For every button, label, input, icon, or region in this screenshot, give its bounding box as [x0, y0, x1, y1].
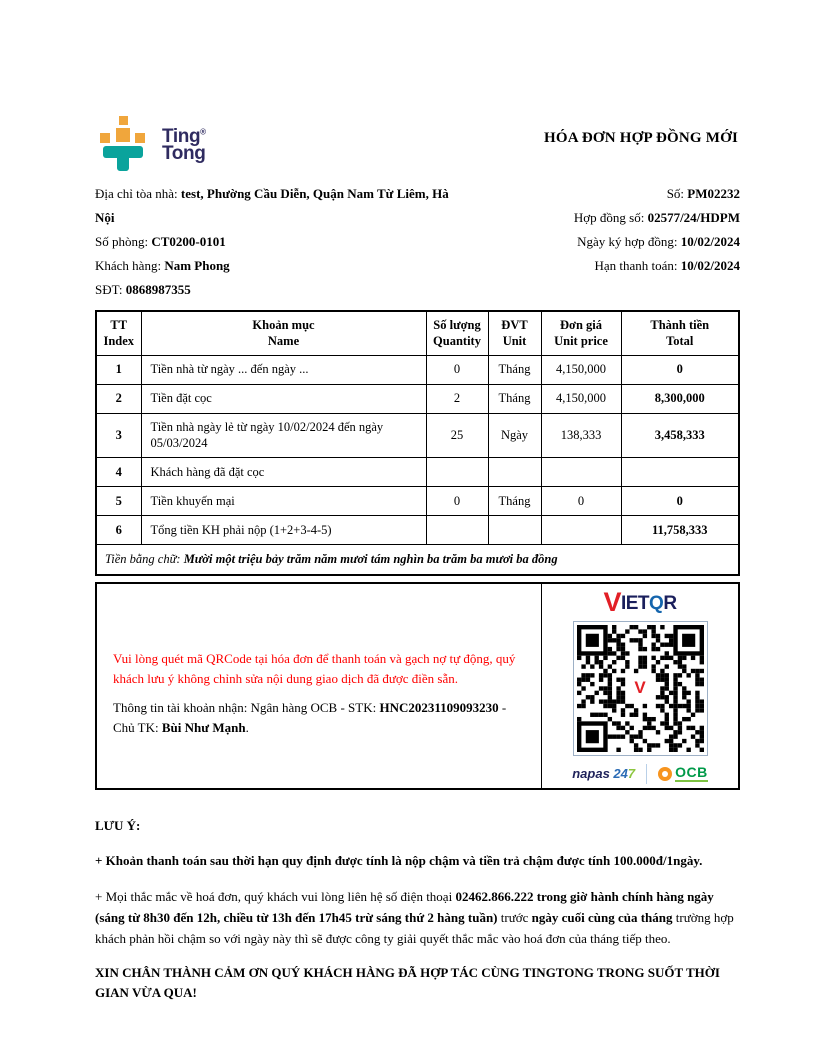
payment-instructions	[97, 584, 542, 788]
ocb-text: OCB	[675, 764, 708, 781]
customer-phone: SĐT: 0868987355	[95, 282, 191, 297]
col-quantity: Số lượng Quantity	[426, 311, 488, 355]
notes-section	[95, 818, 740, 1004]
table-row	[96, 413, 739, 458]
vietqr-iet: IET	[620, 592, 650, 614]
payment-qr-box	[95, 582, 740, 790]
room-number: Số phòng: CT0200-0101	[95, 234, 226, 249]
logo-divider	[646, 764, 647, 784]
row-qty: 0	[426, 487, 488, 516]
customer-info	[95, 182, 467, 302]
row-price	[541, 458, 621, 487]
col-name: Khoản mục Name	[141, 311, 426, 355]
row-name: Tiền khuyến mại	[141, 487, 426, 516]
row-price: 138,333	[541, 413, 621, 458]
table-row-total	[96, 516, 739, 545]
amount-in-words	[96, 545, 739, 576]
building-address: Địa chỉ tòa nhà: test, Phường Cầu Diễn, Quận Nam Từ Liêm, Hà Nội	[95, 186, 449, 225]
row-unit: Tháng	[488, 384, 541, 413]
napas-logo: napas 247	[572, 766, 636, 782]
payment-due-date: Hạn thanh toán: 10/02/2024	[594, 258, 740, 273]
contract-number: Hợp đồng số: 02577/24/HDPM	[573, 210, 740, 225]
invoice-meta	[574, 182, 740, 302]
table-row	[96, 355, 739, 384]
row-index: 4	[96, 458, 141, 487]
vietqr-badge-icon: V	[628, 676, 652, 700]
row-qty: 2	[426, 384, 488, 413]
tingtong-logo	[95, 116, 206, 174]
row-unit	[488, 458, 541, 487]
vietqr-r: R	[663, 592, 677, 614]
table-row	[96, 384, 739, 413]
row-unit: Ngày	[488, 413, 541, 458]
row-index: 6	[96, 516, 141, 545]
row-name: Tiền nhà từ ngày ... đến ngày ...	[141, 355, 426, 384]
row-unit	[488, 516, 541, 545]
registered-mark: ®	[200, 127, 206, 137]
row-qty: 25	[426, 413, 488, 458]
vietqr-q: Q	[649, 592, 664, 614]
logo-line1: Ting	[162, 125, 201, 147]
row-price: 0	[541, 487, 621, 516]
qr-code-panel	[542, 584, 738, 788]
row-qty	[426, 458, 488, 487]
row-qty: 0	[426, 355, 488, 384]
row-unit: Tháng	[488, 355, 541, 384]
invoice-table	[95, 310, 740, 576]
qr-warning-text: Vui lòng quét mã QRCode tại hóa đơn để thanh toán và gạch nợ tự động, quý khách lưu ý không chỉnh sửa nội dung giao dịch đã được điền sẵn.	[113, 651, 516, 686]
row-unit: Tháng	[488, 487, 541, 516]
qr-code	[573, 621, 708, 756]
row-name: Tiền đặt cọc	[141, 384, 426, 413]
row-name: Khách hàng đã đặt cọc	[141, 458, 426, 487]
account-number: HNC20231109093230	[379, 700, 499, 716]
row-name: Tổng tiền KH phải nộp (1+2+3-4-5)	[141, 516, 426, 545]
col-unit: ĐVT Unit	[488, 311, 541, 355]
row-index: 3	[96, 413, 141, 458]
contract-sign-date: Ngày ký hợp đồng: 10/02/2024	[577, 234, 740, 249]
vietqr-logo	[603, 586, 677, 617]
ocb-circle-icon	[658, 767, 672, 781]
row-total: 8,300,000	[621, 384, 739, 413]
row-price: 4,150,000	[541, 355, 621, 384]
row-total	[621, 458, 739, 487]
amount-in-words-value: Mười một triệu bảy trăm năm mươi tám nghìn ba trăm ba mươi ba đồng	[183, 552, 558, 567]
header	[95, 116, 740, 174]
table-header-row	[96, 311, 739, 355]
account-suffix: .	[245, 719, 249, 735]
row-total: 11,758,333	[621, 516, 739, 545]
row-price: 4,150,000	[541, 384, 621, 413]
row-index: 5	[96, 487, 141, 516]
row-total: 0	[621, 487, 739, 516]
notes-heading: LƯU Ý:	[95, 818, 141, 834]
row-index: 1	[96, 355, 141, 384]
amount-in-words-label: Tiền bằng chữ:	[105, 552, 184, 567]
invoice-title: HÓA ĐƠN HỢP ĐỒNG MỚI	[543, 130, 738, 146]
thank-you-message: XIN CHÂN THÀNH CẢM ƠN QUÝ KHÁCH HÀNG ĐÃ HỢP TÁC CÙNG TINGTONG TRONG SUỐT THỜI GIAN VỪA QUA!	[95, 964, 720, 1001]
tingtong-logo-icon	[95, 116, 153, 174]
row-index: 2	[96, 384, 141, 413]
contact-note: + Mọi thắc mắc về hoá đơn, quý khách vui lòng liên hệ số điện thoại 02462.866.222 trong giờ hành chính hàng ngày (sáng từ 8h30 đến 12h, chiều từ 13h đến 17h45 trừ sáng thứ 2 hàng tuần) trước ngày cuối cùng của tháng trường hợp khách phản hồi chậm so với ngày này thì sẽ được công ty giải quyết thắc mắc vào hoá đơn của tháng tiếp theo.	[95, 889, 734, 947]
payment-network-logos	[572, 764, 708, 784]
logo-line2: Tong	[162, 143, 206, 164]
account-info	[113, 698, 525, 737]
col-unit-price: Đơn giá Unit price	[541, 311, 621, 355]
row-price	[541, 516, 621, 545]
account-prefix: Thông tin tài khoản nhận: Ngân hàng OCB - STK:	[113, 700, 380, 716]
col-index: TT Index	[96, 311, 141, 355]
invoice-number: Số: PM02232	[666, 186, 740, 201]
table-row	[96, 487, 739, 516]
invoice-content	[95, 116, 740, 1004]
info-section	[95, 182, 740, 302]
amount-in-words-row	[96, 545, 739, 576]
customer-name: Khách hàng: Nam Phong	[95, 258, 230, 273]
vietqr-v: V	[603, 586, 621, 617]
ocb-logo	[658, 765, 708, 782]
table-row	[96, 458, 739, 487]
account-mid: - Chủ TK:	[113, 700, 507, 735]
late-payment-note: + Khoản thanh toán sau thời hạn quy định được tính là nộp chậm và tiền trả chậm được tính 100.000đ/1ngày.	[95, 853, 703, 869]
row-total: 0	[621, 355, 739, 384]
row-total: 3,458,333	[621, 413, 739, 458]
col-total: Thành tiền Total	[621, 311, 739, 355]
account-holder: Bùi Như Mạnh	[161, 719, 246, 735]
row-qty	[426, 516, 488, 545]
row-name: Tiền nhà ngày lẻ từ ngày 10/02/2024 đến ngày 05/03/2024	[141, 413, 426, 458]
tingtong-logo-text	[162, 125, 206, 164]
